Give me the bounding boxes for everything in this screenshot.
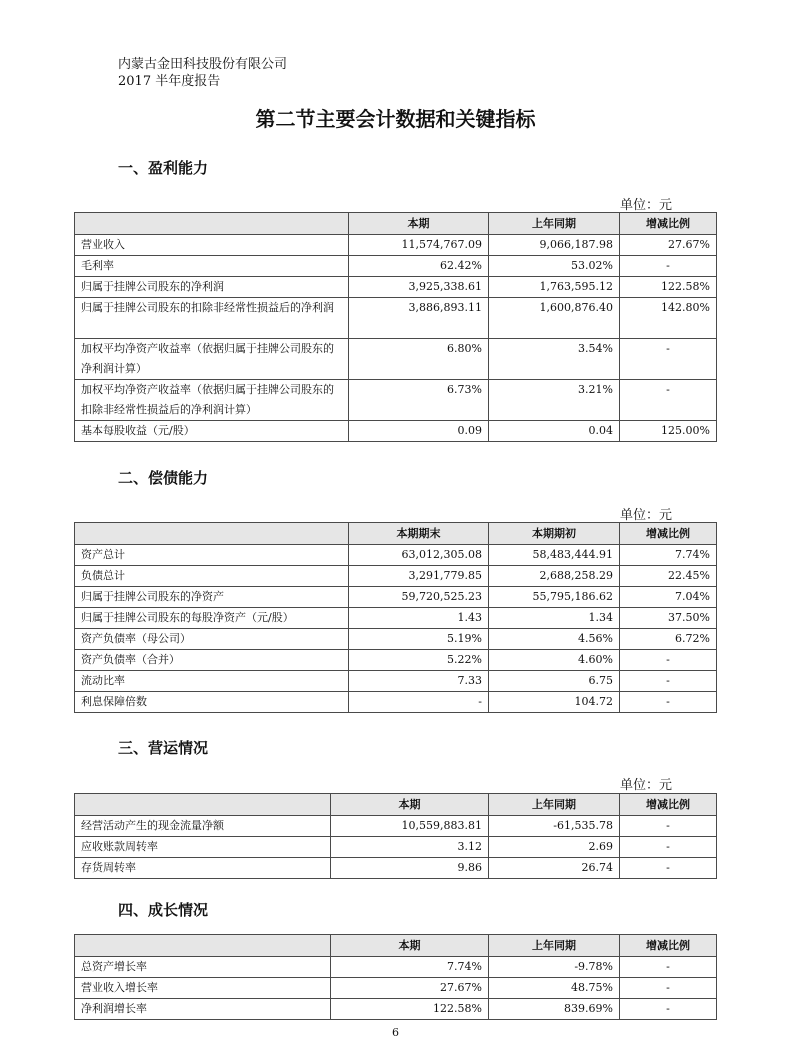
cell-current: 59,720,525.23	[349, 587, 489, 608]
cell-current: 6.73%	[349, 380, 489, 421]
table-row	[75, 671, 717, 692]
cell-current: 5.22%	[349, 650, 489, 671]
section-heading-profitability: 一、盈利能力	[118, 159, 209, 177]
cell-prior: 53.02%	[489, 256, 620, 277]
cell-change: -	[620, 650, 717, 671]
cell-prior: 2.69	[489, 837, 620, 858]
cell-prior: 3.21%	[489, 380, 620, 421]
table-row	[75, 235, 717, 256]
cell-prior: -61,535.78	[489, 816, 620, 837]
cell-current: 7.33	[349, 671, 489, 692]
cell-change: 7.04%	[620, 587, 717, 608]
cell-prior: 1.34	[489, 608, 620, 629]
cell-prior: 48.75%	[489, 978, 620, 999]
cell-prior: 3.54%	[489, 339, 620, 380]
table-row	[75, 421, 717, 442]
table-row	[75, 629, 717, 650]
cell-change: -	[620, 999, 717, 1020]
cell-current: 10,559,883.81	[331, 816, 489, 837]
column-header: 本期期初	[489, 523, 620, 545]
row-label: 归属于挂牌公司股东的扣除非经常性损益后的净利润	[75, 298, 349, 339]
column-header: 上年同期	[489, 213, 620, 235]
cell-current: 3,886,893.11	[349, 298, 489, 339]
unit-label: 单位：元	[619, 778, 672, 793]
cell-current: 7.74%	[331, 957, 489, 978]
table-row	[75, 608, 717, 629]
row-label: 归属于挂牌公司股东的净利润	[75, 277, 349, 298]
cell-current: 3.12	[331, 837, 489, 858]
table-row	[75, 957, 717, 978]
company-name: 内蒙古金田科技股份有限公司	[118, 57, 288, 72]
table-row	[75, 858, 717, 879]
column-header	[75, 794, 331, 816]
cell-change: -	[620, 837, 717, 858]
cell-prior: 0.04	[489, 421, 620, 442]
table-header-row	[75, 213, 717, 235]
cell-current: 5.19%	[349, 629, 489, 650]
cell-change: 6.72%	[620, 629, 717, 650]
table-row	[75, 566, 717, 587]
table-row	[75, 380, 717, 421]
table-row	[75, 545, 717, 566]
cell-change: -	[620, 671, 717, 692]
row-label: 存货周转率	[75, 858, 331, 879]
section-heading-solvency: 二、偿债能力	[118, 469, 209, 487]
cell-change: -	[620, 858, 717, 879]
table-row	[75, 339, 717, 380]
cell-change: -	[620, 256, 717, 277]
table-row	[75, 999, 717, 1020]
cell-change: 22.45%	[620, 566, 717, 587]
row-label: 营业收入增长率	[75, 978, 331, 999]
row-label: 资产总计	[75, 545, 349, 566]
cell-prior: 55,795,186.62	[489, 587, 620, 608]
cell-prior: 1,763,595.12	[489, 277, 620, 298]
table-header-row	[75, 935, 717, 957]
cell-change: -	[620, 816, 717, 837]
row-label: 加权平均净资产收益率（依据归属于挂牌公司股东的扣除非经常性损益后的净利润计算）	[75, 380, 349, 421]
row-label: 毛利率	[75, 256, 349, 277]
column-header: 增减比例	[620, 794, 717, 816]
table-row	[75, 816, 717, 837]
row-label: 总资产增长率	[75, 957, 331, 978]
cell-change: -	[620, 339, 717, 380]
cell-change: 122.58%	[620, 277, 717, 298]
cell-current: 62.42%	[349, 256, 489, 277]
cell-change: -	[620, 978, 717, 999]
table-row	[75, 298, 717, 339]
unit-label: 单位：元	[619, 198, 672, 213]
row-label: 基本每股收益（元/股）	[75, 421, 349, 442]
cell-current: 63,012,305.08	[349, 545, 489, 566]
section-heading-operations: 三、营运情况	[118, 739, 209, 757]
row-label: 营业收入	[75, 235, 349, 256]
column-header: 增减比例	[620, 935, 717, 957]
cell-current: 9.86	[331, 858, 489, 879]
row-label: 归属于挂牌公司股东的每股净资产（元/股）	[75, 608, 349, 629]
profitability-table	[74, 212, 717, 442]
operations-table	[74, 793, 717, 879]
table-row	[75, 277, 717, 298]
cell-change: 37.50%	[620, 608, 717, 629]
cell-current: 1.43	[349, 608, 489, 629]
table-row	[75, 837, 717, 858]
table-row	[75, 692, 717, 713]
cell-change: -	[620, 957, 717, 978]
row-label: 净利润增长率	[75, 999, 331, 1020]
column-header	[75, 523, 349, 545]
cell-prior: 58,483,444.91	[489, 545, 620, 566]
cell-change: 142.80%	[620, 298, 717, 339]
cell-prior: 2,688,258.29	[489, 566, 620, 587]
row-label: 经营活动产生的现金流量净额	[75, 816, 331, 837]
table-row	[75, 978, 717, 999]
row-label: 资产负债率（合并）	[75, 650, 349, 671]
cell-prior: 104.72	[489, 692, 620, 713]
cell-change: 125.00%	[620, 421, 717, 442]
column-header: 本期	[349, 213, 489, 235]
cell-prior: 839.69%	[489, 999, 620, 1020]
cell-change: -	[620, 380, 717, 421]
row-label: 流动比率	[75, 671, 349, 692]
row-label: 资产负债率（母公司）	[75, 629, 349, 650]
unit-label: 单位：元	[619, 508, 672, 523]
section-title: 第二节主要会计数据和关键指标	[255, 107, 536, 131]
page-number: 6	[392, 1026, 399, 1039]
table-row	[75, 256, 717, 277]
cell-prior: 6.75	[489, 671, 620, 692]
row-label: 负债总计	[75, 566, 349, 587]
cell-prior: 9,066,187.98	[489, 235, 620, 256]
cell-current: 27.67%	[331, 978, 489, 999]
column-header: 增减比例	[620, 213, 717, 235]
row-label: 加权平均净资产收益率（依据归属于挂牌公司股东的净利润计算）	[75, 339, 349, 380]
column-header	[75, 213, 349, 235]
column-header: 本期	[331, 935, 489, 957]
cell-prior: -9.78%	[489, 957, 620, 978]
table-header-row	[75, 523, 717, 545]
section-heading-growth: 四、成长情况	[118, 901, 209, 919]
column-header: 本期期末	[349, 523, 489, 545]
column-header: 上年同期	[489, 794, 620, 816]
table-row	[75, 650, 717, 671]
page-header	[118, 56, 287, 90]
row-label: 应收账款周转率	[75, 837, 331, 858]
cell-current: 11,574,767.09	[349, 235, 489, 256]
column-header: 增减比例	[620, 523, 717, 545]
cell-prior: 1,600,876.40	[489, 298, 620, 339]
column-header: 本期	[331, 794, 489, 816]
row-label: 归属于挂牌公司股东的净资产	[75, 587, 349, 608]
report-name: 2017 半年度报告	[118, 74, 221, 89]
growth-table	[74, 934, 717, 1020]
cell-change: 7.74%	[620, 545, 717, 566]
table-header-row	[75, 794, 717, 816]
cell-current: 0.09	[349, 421, 489, 442]
cell-prior: 26.74	[489, 858, 620, 879]
cell-current: 6.80%	[349, 339, 489, 380]
cell-prior: 4.56%	[489, 629, 620, 650]
column-header	[75, 935, 331, 957]
cell-current: -	[349, 692, 489, 713]
cell-change: -	[620, 692, 717, 713]
column-header: 上年同期	[489, 935, 620, 957]
cell-change: 27.67%	[620, 235, 717, 256]
solvency-table	[74, 522, 717, 713]
row-label: 利息保障倍数	[75, 692, 349, 713]
table-row	[75, 587, 717, 608]
cell-current: 122.58%	[331, 999, 489, 1020]
cell-current: 3,291,779.85	[349, 566, 489, 587]
cell-current: 3,925,338.61	[349, 277, 489, 298]
cell-prior: 4.60%	[489, 650, 620, 671]
